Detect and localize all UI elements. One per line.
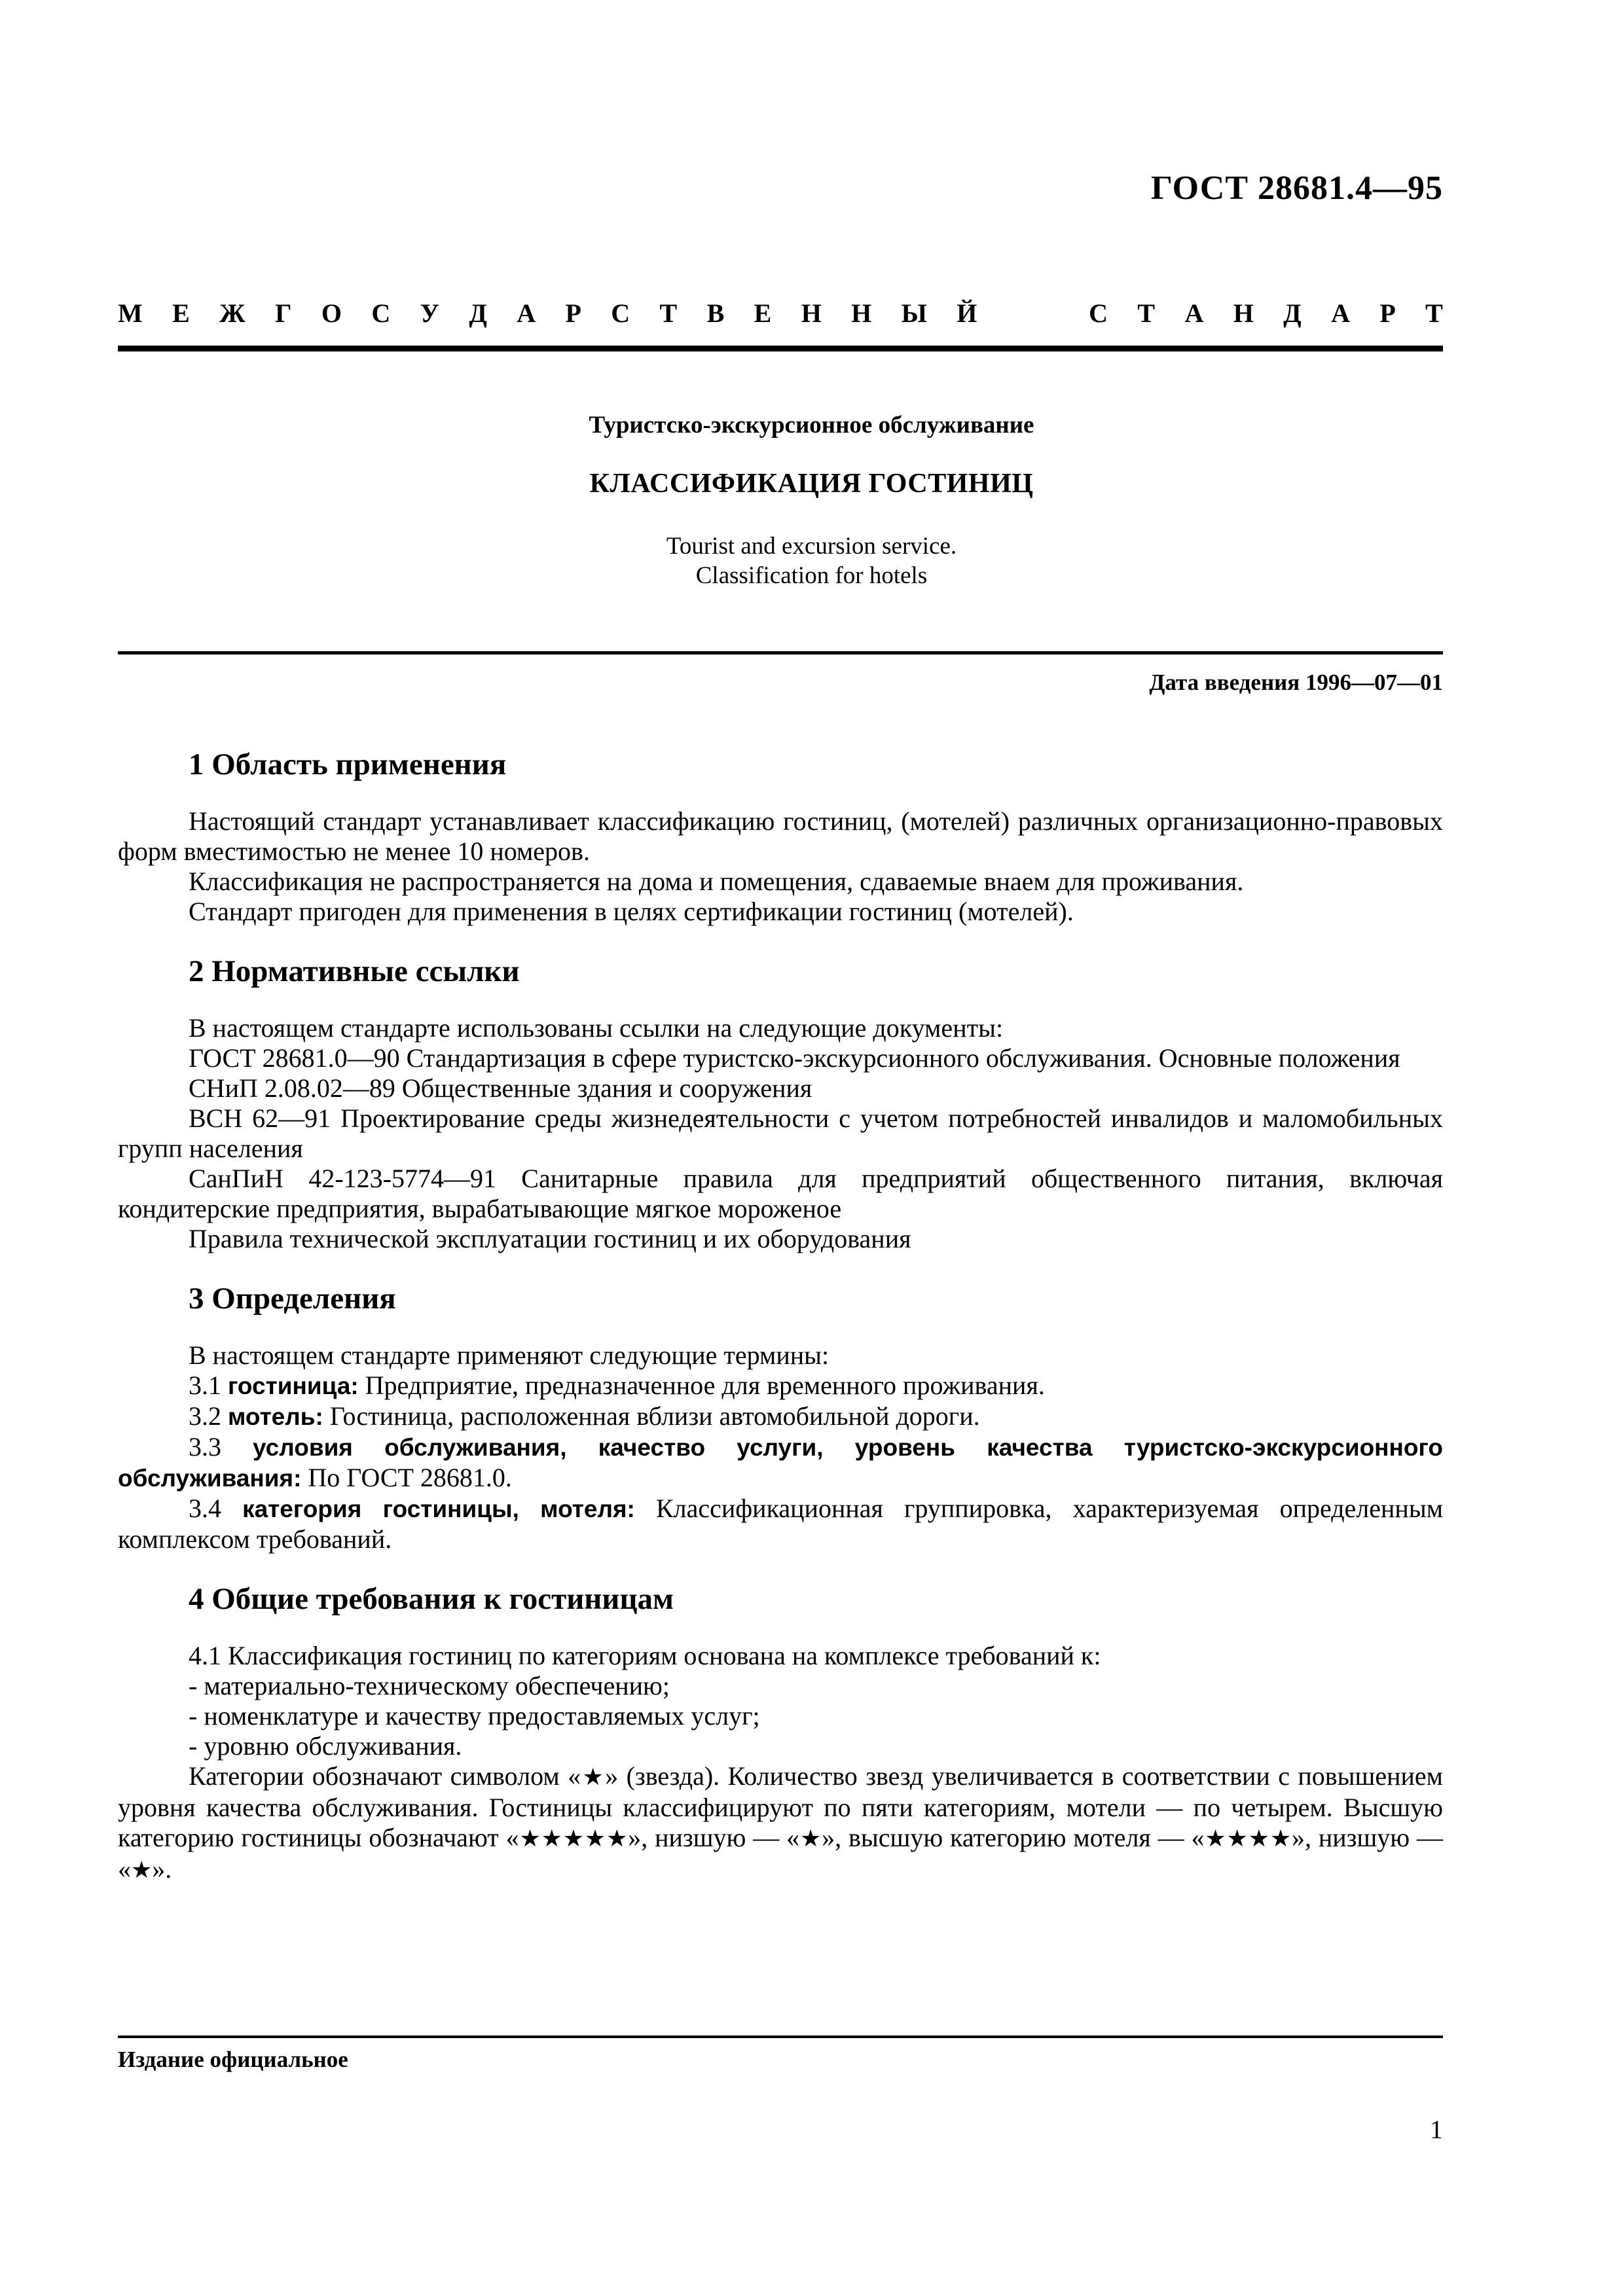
definition-number: 3.2	[189, 1401, 221, 1431]
english-title	[0, 531, 1623, 590]
definition-text: Классификационная группировка, характеризуемая определенным комплексом требований.	[118, 1494, 1444, 1554]
reference-item: Правила технической эксплуатации гостиниц и их оборудования	[189, 1224, 911, 1253]
definition-term: категория гостиницы, мотеля:	[242, 1496, 635, 1522]
star-icon: ★	[799, 1825, 822, 1852]
text-run: Категории обозначают символом «	[189, 1761, 581, 1791]
document-subject: Туристско-экскурсионное обслуживание	[589, 412, 1034, 439]
definition-term: гостиница:	[228, 1372, 359, 1399]
banner-letter: А	[1331, 298, 1350, 328]
gost-code: ГОСТ 28681.4—95	[1150, 170, 1443, 207]
english-title-line: Tourist and excursion service.	[666, 533, 957, 560]
paragraph-categories	[118, 1761, 1443, 1886]
reference-item: ВСН 62—91 Проектирование среды жизнедеятельности с учетом потребностей инвалидов и маломобильных групп населения	[118, 1103, 1443, 1163]
banner-letter: Н	[851, 298, 872, 328]
section-heading: 3 Определения	[189, 1282, 396, 1316]
list-item: - материально-техническому обеспечению;	[189, 1671, 670, 1700]
page-number: 1	[1430, 2115, 1443, 2144]
footer-divider	[118, 2036, 1443, 2038]
list-item: - уровню обслуживания.	[189, 1731, 462, 1761]
banner-letter: А	[1184, 298, 1204, 328]
banner-letter: М	[118, 298, 143, 328]
definition-number: 3.4	[189, 1494, 221, 1523]
text-run: », низшую — «	[118, 1823, 1444, 1884]
definition-item	[118, 1371, 1443, 1401]
definition-number: 3.1	[189, 1371, 221, 1400]
banner-letter: С	[371, 298, 391, 328]
banner-letter: Г	[275, 298, 292, 328]
banner-letter: Ж	[219, 298, 246, 328]
four-star-icon: ★★★★	[1204, 1825, 1292, 1852]
five-star-icon: ★★★★★	[519, 1825, 629, 1852]
header-divider	[118, 346, 1443, 351]
paragraph: В настоящем стандарте использованы ссылки на следующие документы:	[189, 1013, 1004, 1043]
banner-letter: С	[611, 298, 630, 328]
reference-item: СанПиН 42-123-5774—91 Санитарные правила для предприятий общественного питания, включая кондитерские предприятия, вырабатывающие мягкое мороженое	[118, 1164, 1443, 1223]
introduction-date: Дата введения 1996—07—01	[1149, 670, 1443, 695]
paragraph: Настоящий стандарт устанавливает классификацию гостиниц, (мотелей) различных организационно-правовых форм вместимостью не менее 10 номеров.	[118, 806, 1443, 866]
paragraph: 4.1 Классификация гостиниц по категориям основана на комплексе требований к:	[189, 1641, 1101, 1670]
banner-letter: Е	[754, 298, 772, 328]
section-scope	[118, 746, 1443, 927]
interstate-standard-banner	[118, 298, 1443, 329]
definition-text: Гостиница, расположенная вблизи автомобильной дороги.	[329, 1401, 980, 1431]
title-divider	[118, 651, 1443, 655]
banner-letter: Т	[659, 298, 678, 328]
paragraph: Классификация не распространяется на дома и помещения, сдаваемые внаем для проживания.	[189, 867, 1244, 896]
section-references	[118, 953, 1443, 1254]
text-run: », высшую категорию мотеля — «	[822, 1823, 1205, 1852]
text-run: », низшую — «	[628, 1823, 800, 1852]
section-general-requirements	[118, 1581, 1443, 1886]
banner-letter: С	[1089, 298, 1108, 328]
document-title: КЛАССИФИКАЦИЯ ГОСТИНИЦ	[589, 469, 1034, 499]
definition-text: По ГОСТ 28681.0.	[308, 1463, 512, 1492]
list-item: - номенклатуре и качеству предоставляемых услуг;	[189, 1701, 760, 1731]
section-heading: 4 Общие требования к гостиницам	[189, 1582, 674, 1616]
definition-item	[118, 1432, 1443, 1494]
banner-letter: Т	[1425, 298, 1443, 328]
edition-label: Издание официальное	[118, 2047, 348, 2072]
section-heading: 1 Область применения	[189, 747, 507, 781]
star-icon: ★	[581, 1764, 606, 1791]
banner-letter: О	[321, 298, 342, 328]
banner-letter: Т	[1137, 298, 1156, 328]
star-icon: ★	[131, 1857, 153, 1884]
banner-letter: Й	[957, 298, 977, 328]
reference-item: СНиП 2.08.02—89 Общественные здания и сооружения	[189, 1073, 812, 1103]
banner-letter: Р	[565, 298, 581, 328]
english-title-line: Classification for hotels	[695, 562, 928, 589]
text-run: » (звезда). Количество звезд увеличивается в соответствии с повышением уровня качества обслуживания. Гостиницы классифицируют по пяти категориям, мотели — по четырем. Высшую категорию гостиницы обозначают «	[118, 1761, 1443, 1852]
banner-letter: Д	[469, 298, 487, 328]
text-run: ».	[152, 1854, 172, 1884]
definition-item	[118, 1494, 1443, 1554]
banner-letter: В	[706, 298, 725, 328]
paragraph: В настоящем стандарте применяют следующие термины:	[189, 1340, 830, 1370]
banner-letter: Н	[1233, 298, 1254, 328]
definition-text: Предприятие, предназначенное для временного проживания.	[365, 1371, 1045, 1400]
definition-term: условия обслуживания, качество услуги, уровень качества туристско-экскурсионного обслуживания:	[118, 1434, 1444, 1492]
banner-letter: Р	[1379, 298, 1396, 328]
banner-letter: Д	[1283, 298, 1302, 328]
reference-item: ГОСТ 28681.0—90 Стандартизация в сфере туристско-экскурсионного обслуживания. Основные положения	[189, 1043, 1400, 1073]
definition-term: мотель:	[228, 1403, 323, 1430]
document-body	[118, 746, 1443, 1886]
section-definitions	[118, 1280, 1443, 1554]
section-heading: 2 Нормативные ссылки	[189, 954, 520, 988]
definition-item	[118, 1401, 1443, 1432]
banner-letter: А	[517, 298, 536, 328]
definition-number: 3.3	[189, 1432, 221, 1462]
banner-letter: Н	[801, 298, 822, 328]
banner-letter: Ы	[901, 298, 927, 328]
banner-letter: Е	[172, 298, 190, 328]
banner-word-gap	[1007, 298, 1059, 329]
paragraph: Стандарт пригоден для применения в целях сертификации гостиниц (мотелей).	[189, 897, 1074, 926]
banner-letter: У	[420, 298, 439, 328]
